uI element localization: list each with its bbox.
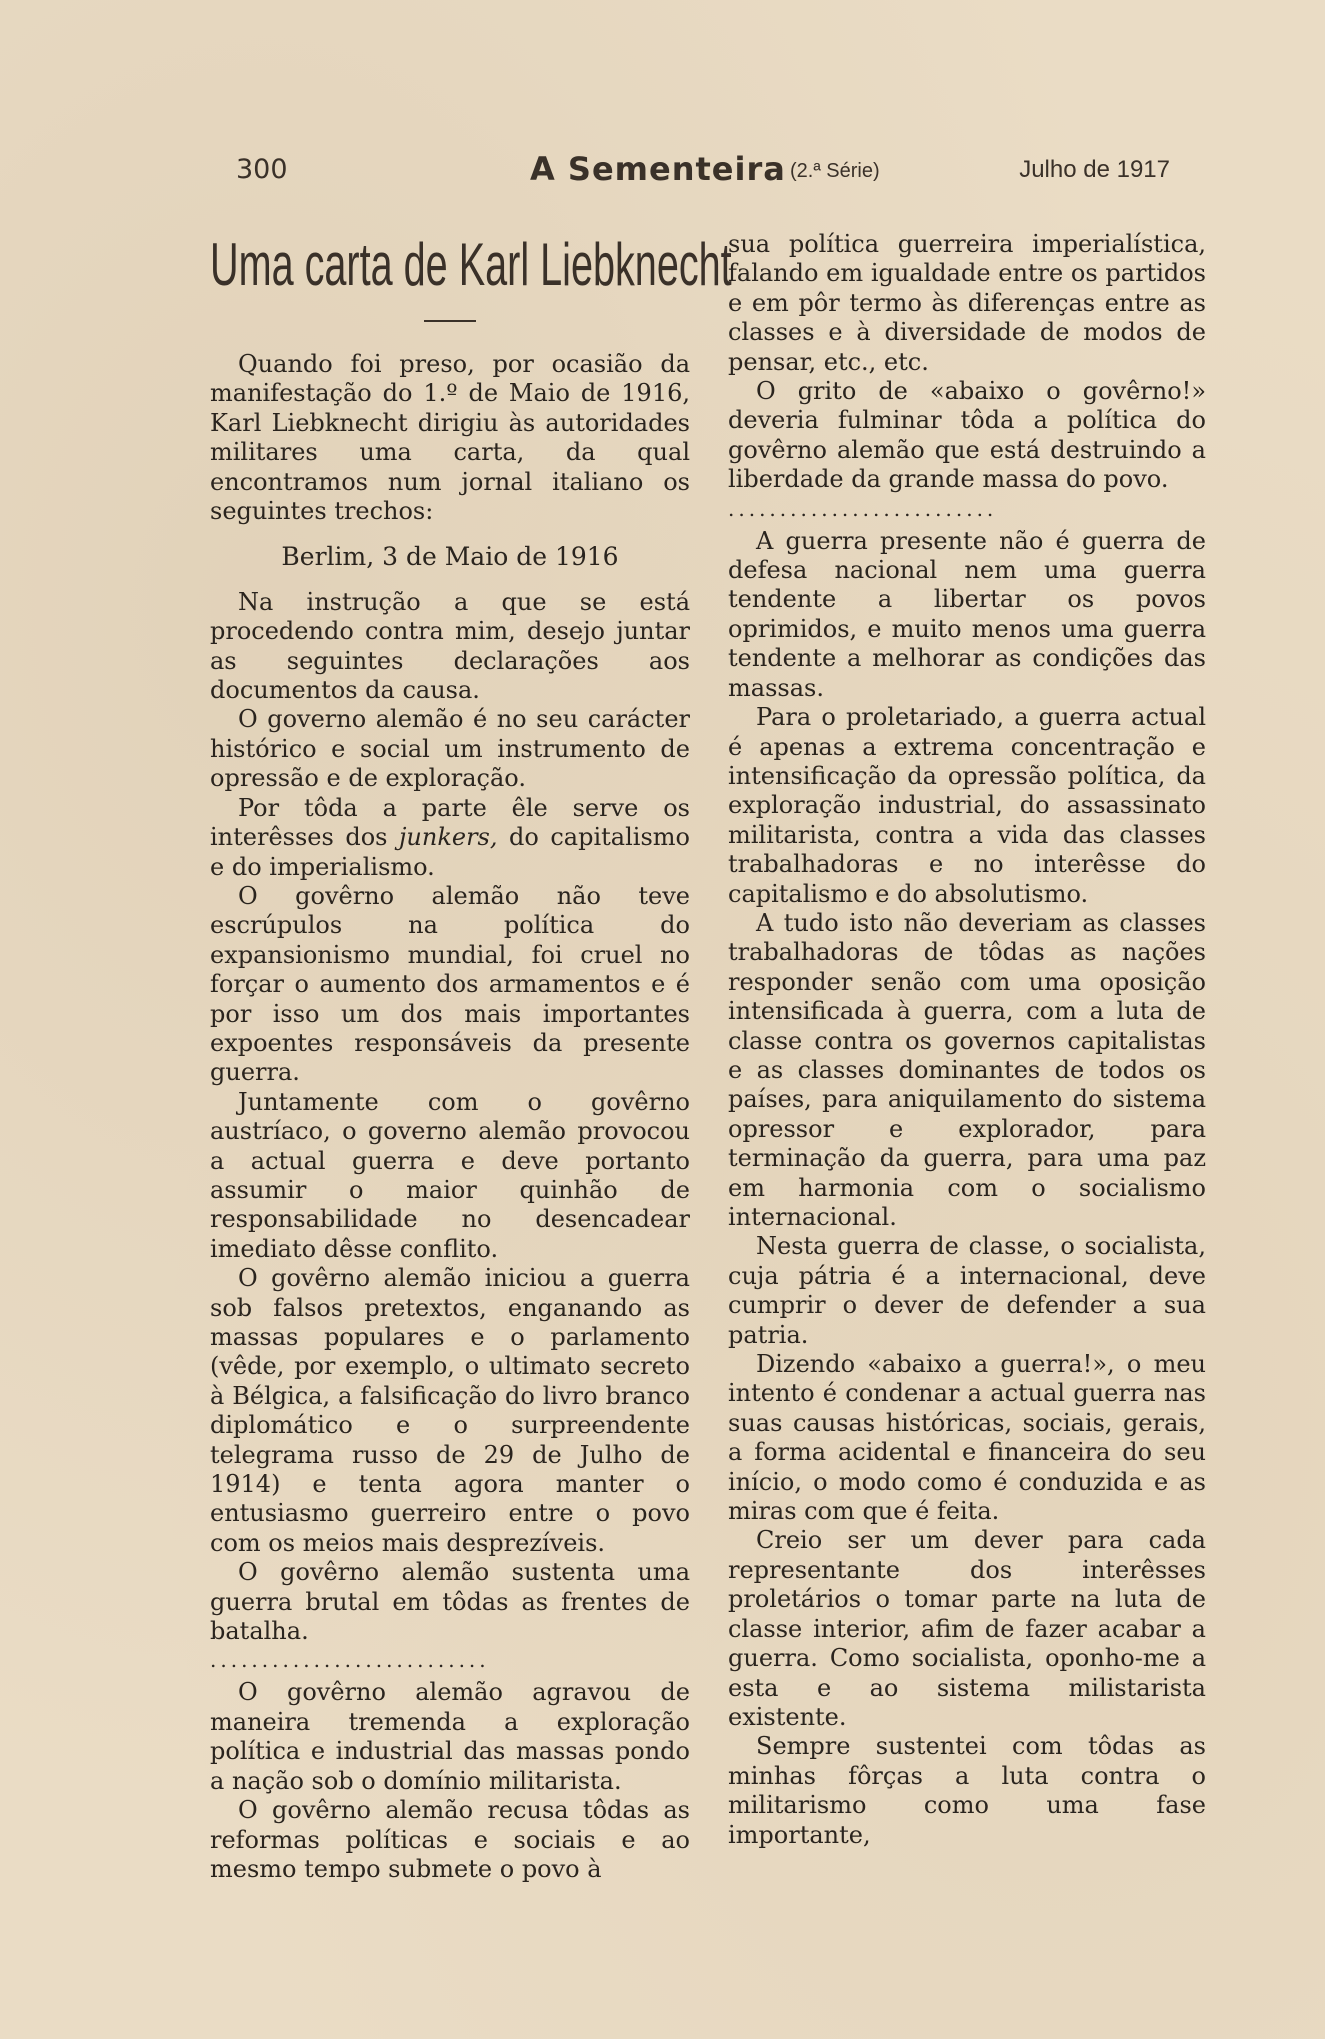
right-column (728, 230, 1206, 1850)
paragraph: O govêrno alemão sustenta uma guerra brutal em tôdas as frentes de batalha. (210, 1558, 690, 1646)
ellipsis-separator: .......................... (728, 498, 998, 519)
paragraph: O grito de «abaixo o govêrno!» deveria fulminar tôda a política do govêrno alemão que está destruindo a liberdade da grande massa do povo. (728, 377, 1206, 494)
paragraph: Na instrução a que se está procedendo contra mim, desejo juntar as seguintes declarações aos documentos da causa. (210, 587, 690, 705)
paragraph: Juntamente com o govêrno austríaco, o governo alemão provocou a actual guerra e deve portanto assumir o maior quinhão de responsabilidade no desencadear imediato dêsse conflito. (210, 1087, 690, 1263)
series-label: (2.ª Série) (790, 160, 880, 182)
left-column (210, 230, 732, 1884)
article-title: Uma carta de Karl Liebknecht (210, 231, 732, 298)
paragraph: Nesta guerra de classe, o socialista, cuja pátria é a internacional, deve cumprir o dever de defender a sua patria. (728, 1232, 1206, 1349)
intro-paragraph: Quando foi preso, por ocasião da manifestação do 1.º de Maio de 1916, Karl Liebknecht dirigiu às autoridades militares uma carta, da qual encontramos num jornal italiano os seguintes trechos: (210, 350, 690, 526)
issue-date: Julho de 1917 (1019, 156, 1170, 183)
paragraph: Sempre sustentei com tôdas as minhas fôrças a luta contra o militarismo como uma fase importante, (728, 1732, 1206, 1849)
paragraph: Para o proletariado, a guerra actual é apenas a extrema concentração e intensificação da opressão política, da exploração industrial, do assassinato militarista, contra a vida das classes trabalhadoras e no interêsse do capitalismo e do absolutismo. (728, 703, 1206, 908)
page-header (230, 150, 1170, 190)
paragraph: O govêrno alemão agravou de maneira tremenda a exploração política e industrial das massas pondo a nação sob o domínio militarista. (210, 1678, 690, 1795)
page-number: 300 (236, 154, 288, 185)
paragraph: Dizendo «abaixo a guerra!», o meu intento é condenar a actual guerra nas suas causas históricas, sociais, gerais, a forma acidental e financeira do seu início, o modo como é conduzida e as miras com que é feita. (728, 1350, 1206, 1526)
journal-title: A Sementeira (530, 150, 786, 188)
paragraph: O govêrno alemão iniciou a guerra sob falsos pretextos, enganando as massas populares e o parlamento (vêde, por exemplo, o ultimato secreto à Bélgica, a falsificação do livro branco diplomático e o surpreendente telegrama russo de 29 de Julho de 1914) e tenta agora manter o entusiasmo guerreiro entre o povo com os meios mais desprezíveis. (210, 1264, 690, 1557)
ellipsis-separator: ........................... (210, 1650, 490, 1671)
paragraph: A tudo isto não deveriam as classes trabalhadoras de tôdas as nações responder senão com uma oposição intensificada à guerra, com a luta de classe contra os governos capitalistas e as classes dominantes de todos os países, para aniquilamento do sistema opressor e explorador, para terminação da guerra, para uma paz em harmonia com o socialismo internacional. (728, 908, 1206, 1231)
title-divider (424, 320, 476, 322)
paragraph: Por tôda a parte êle serve os interêsses dos junkers, do capitalismo e do imperialismo. (210, 793, 690, 881)
paragraph: A guerra presente não é guerra de defesa nacional nem uma guerra tendente a libertar os povos oprimidos, e muito menos uma guerra tendente a melhorar as condições das massas. (728, 526, 1206, 702)
paragraph: Creio ser um dever para cada representante dos interêsses proletários o tomar parte na luta de classe interior, afim de fazer acabar a guerra. Como socialista, oponho-me a esta e ao sistema milistarista existente. (728, 1526, 1206, 1731)
paragraph: O govêrno alemão recusa tôdas as reformas políticas e sociais e ao mesmo tempo submete o povo à (210, 1796, 690, 1883)
paragraph: sua política guerreira imperialística, falando em igualdade entre os partidos e em pôr termo às diferenças entre as classes e à diversidade de modos de pensar, etc., etc. (728, 230, 1206, 376)
dateline: Berlim, 3 de Maio de 1916 (281, 542, 619, 572)
paragraph: O governo alemão é no seu carácter histórico e social um instrumento de opressão e de exploração. (210, 705, 690, 793)
paragraph: O govêrno alemão não teve escrúpulos na política do expansionismo mundial, foi cruel no forçar o aumento dos armamentos e é por isso um dos mais importantes expoentes responsáveis da presente guerra. (210, 881, 690, 1087)
